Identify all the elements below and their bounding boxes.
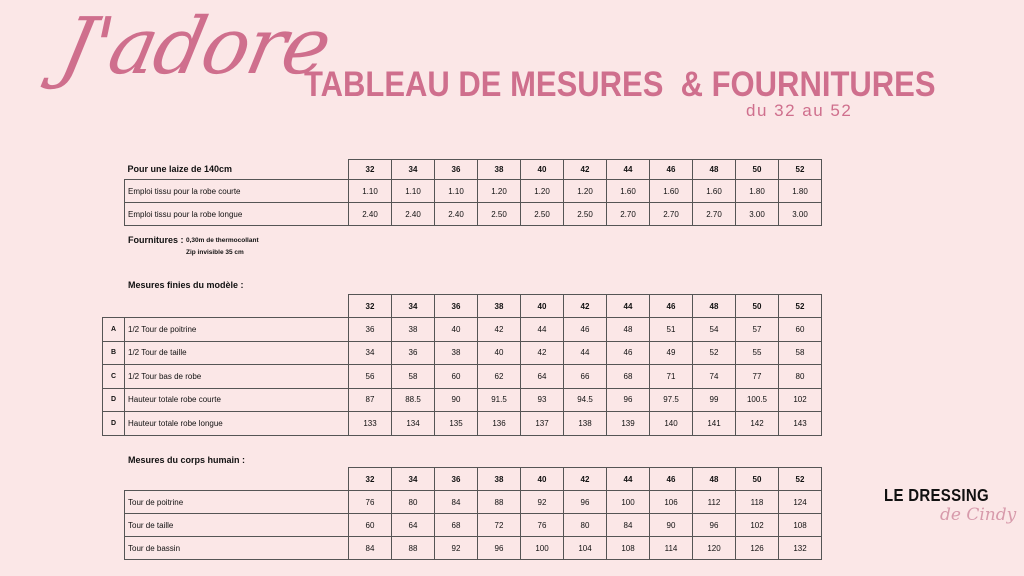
table-cell: 1.10 <box>392 180 435 203</box>
table-cell: 106 <box>650 491 693 514</box>
size-header: 40 <box>521 468 564 491</box>
table-cell: 88.5 <box>392 388 435 412</box>
size-header: 48 <box>693 468 736 491</box>
table-row <box>103 412 822 436</box>
size-header: 40 <box>521 160 564 180</box>
table-cell: 57 <box>736 318 779 342</box>
table-cell: 100 <box>521 537 564 560</box>
size-header: 44 <box>607 160 650 180</box>
row-label: Emploi tissu pour la robe courte <box>125 180 349 203</box>
table-cell: 2.50 <box>564 203 607 226</box>
finished-measurements-title: Mesures finies du modèle : <box>128 280 244 290</box>
table-cell: 114 <box>650 537 693 560</box>
table-cell: 71 <box>650 365 693 389</box>
script-title: J'adore <box>52 2 338 92</box>
row-label: 1/2 Tour bas de robe <box>125 365 349 389</box>
row-label: Emploi tissu pour la robe longue <box>125 203 349 226</box>
table-cell: 104 <box>564 537 607 560</box>
table-cell: 124 <box>779 491 822 514</box>
table-cell: 2.40 <box>349 203 392 226</box>
table-cell: 80 <box>564 514 607 537</box>
table-cell: 90 <box>435 388 478 412</box>
size-header: 44 <box>607 468 650 491</box>
table-cell: 2.70 <box>607 203 650 226</box>
table-cell: 2.50 <box>478 203 521 226</box>
table-cell: 54 <box>693 318 736 342</box>
table-cell: 102 <box>779 388 822 412</box>
table-cell: 120 <box>693 537 736 560</box>
size-header: 48 <box>693 295 736 318</box>
table-cell: 84 <box>607 514 650 537</box>
table-cell: 3.00 <box>779 203 822 226</box>
table-cell: 135 <box>435 412 478 436</box>
row-letter: A <box>103 318 125 342</box>
page-title: TABLEAU DE MESURES & FOURNITURES <box>304 64 936 105</box>
table-cell: 77 <box>736 365 779 389</box>
row-label: Tour de poitrine <box>125 491 349 514</box>
table-cell: 108 <box>779 514 822 537</box>
size-header: 32 <box>349 295 392 318</box>
table-cell: 3.00 <box>736 203 779 226</box>
table-cell: 142 <box>736 412 779 436</box>
table-cell: 90 <box>650 514 693 537</box>
table-cell: 143 <box>779 412 822 436</box>
table-cell: 40 <box>435 318 478 342</box>
table-cell: 76 <box>521 514 564 537</box>
size-header: 50 <box>736 160 779 180</box>
table-cell: 64 <box>521 365 564 389</box>
table-cell: 2.70 <box>693 203 736 226</box>
table-cell: 60 <box>779 318 822 342</box>
table-cell: 34 <box>349 341 392 365</box>
table-cell: 1.10 <box>435 180 478 203</box>
row-label: Tour de taille <box>125 514 349 537</box>
size-header: 44 <box>607 295 650 318</box>
table-cell: 38 <box>392 318 435 342</box>
fournitures-label: Fournitures : <box>128 235 184 245</box>
row-label: Hauteur totale robe longue <box>125 412 349 436</box>
table-cell: 133 <box>349 412 392 436</box>
table-cell: 102 <box>736 514 779 537</box>
table-row <box>125 180 822 203</box>
table-cell: 84 <box>349 537 392 560</box>
table-cell: 138 <box>564 412 607 436</box>
table-cell: 136 <box>478 412 521 436</box>
table-cell: 92 <box>521 491 564 514</box>
table-row <box>103 388 822 412</box>
body-measurements-title: Mesures du corps humain : <box>128 455 246 465</box>
table-cell: 132 <box>779 537 822 560</box>
size-header: 42 <box>564 295 607 318</box>
table-cell: 88 <box>392 537 435 560</box>
table-row <box>125 514 822 537</box>
table-cell: 96 <box>693 514 736 537</box>
table-row <box>103 318 822 342</box>
table-cell: 51 <box>650 318 693 342</box>
size-header: 48 <box>693 160 736 180</box>
size-header: 36 <box>435 468 478 491</box>
table-cell: 64 <box>392 514 435 537</box>
table-cell: 108 <box>607 537 650 560</box>
fourniture-item: 0,30m de thermocollant <box>186 237 259 244</box>
size-header: 32 <box>349 160 392 180</box>
table-cell: 62 <box>478 365 521 389</box>
size-header: 38 <box>478 468 521 491</box>
table-cell: 74 <box>693 365 736 389</box>
table-row <box>125 203 822 226</box>
size-header: 36 <box>435 295 478 318</box>
size-header: 46 <box>650 160 693 180</box>
size-header: 42 <box>564 160 607 180</box>
table-cell: 88 <box>478 491 521 514</box>
table-cell: 60 <box>349 514 392 537</box>
table-cell: 96 <box>607 388 650 412</box>
table-cell: 96 <box>478 537 521 560</box>
size-header: 40 <box>521 295 564 318</box>
table-cell: 40 <box>478 341 521 365</box>
size-header: 34 <box>392 160 435 180</box>
table-cell: 87 <box>349 388 392 412</box>
size-header: 52 <box>779 468 822 491</box>
table-cell: 1.20 <box>478 180 521 203</box>
table-cell: 140 <box>650 412 693 436</box>
row-label: Hauteur totale robe courte <box>125 388 349 412</box>
table-cell: 1.20 <box>564 180 607 203</box>
table-cell: 55 <box>736 341 779 365</box>
table-cell: 80 <box>392 491 435 514</box>
table-cell: 97.5 <box>650 388 693 412</box>
table-cell: 94.5 <box>564 388 607 412</box>
row-label: 1/2 Tour de taille <box>125 341 349 365</box>
row-label: Tour de bassin <box>125 537 349 560</box>
table-cell: 68 <box>435 514 478 537</box>
table-cell: 2.40 <box>392 203 435 226</box>
table-cell: 36 <box>349 318 392 342</box>
table-cell: 118 <box>736 491 779 514</box>
table-cell: 1.80 <box>736 180 779 203</box>
table-cell: 1.80 <box>779 180 822 203</box>
table-cell: 46 <box>564 318 607 342</box>
size-header: 42 <box>564 468 607 491</box>
table-cell: 100 <box>607 491 650 514</box>
table-cell: 42 <box>478 318 521 342</box>
size-header: 46 <box>650 468 693 491</box>
table-cell: 100.5 <box>736 388 779 412</box>
size-header: 32 <box>349 468 392 491</box>
table-cell: 36 <box>392 341 435 365</box>
table-cell: 91.5 <box>478 388 521 412</box>
row-label: 1/2 Tour de poitrine <box>125 318 349 342</box>
size-range-subtitle: du 32 au 52 <box>746 101 853 120</box>
table-cell: 72 <box>478 514 521 537</box>
table-cell: 126 <box>736 537 779 560</box>
size-header: 52 <box>779 295 822 318</box>
table-cell: 58 <box>779 341 822 365</box>
size-header: 34 <box>392 295 435 318</box>
table-cell: 48 <box>607 318 650 342</box>
table-cell: 44 <box>521 318 564 342</box>
row-letter: C <box>103 365 125 389</box>
table-cell: 42 <box>521 341 564 365</box>
size-header: 36 <box>435 160 478 180</box>
table-cell: 52 <box>693 341 736 365</box>
row-letter: D <box>103 388 125 412</box>
table-cell: 139 <box>607 412 650 436</box>
table-cell: 134 <box>392 412 435 436</box>
table-cell: 38 <box>435 341 478 365</box>
fabric-header-label: Pour une laize de 140cm <box>125 160 349 180</box>
table-cell: 66 <box>564 365 607 389</box>
table-cell: 141 <box>693 412 736 436</box>
table-cell: 1.20 <box>521 180 564 203</box>
table-cell: 44 <box>564 341 607 365</box>
table-cell: 1.60 <box>607 180 650 203</box>
table-cell: 56 <box>349 365 392 389</box>
table-cell: 112 <box>693 491 736 514</box>
table-cell: 49 <box>650 341 693 365</box>
table-row <box>125 491 822 514</box>
size-header: 38 <box>478 160 521 180</box>
table-cell: 58 <box>392 365 435 389</box>
size-header: 34 <box>392 468 435 491</box>
row-letter: B <box>103 341 125 365</box>
table-row <box>103 365 822 389</box>
table-cell: 84 <box>435 491 478 514</box>
fourniture-item: Zip invisible 35 cm <box>186 249 244 256</box>
table-cell: 2.40 <box>435 203 478 226</box>
table-cell: 80 <box>779 365 822 389</box>
table-cell: 60 <box>435 365 478 389</box>
table-cell: 46 <box>607 341 650 365</box>
table-cell: 1.60 <box>650 180 693 203</box>
table-cell: 1.10 <box>349 180 392 203</box>
table-cell: 99 <box>693 388 736 412</box>
table-cell: 68 <box>607 365 650 389</box>
size-header: 50 <box>736 468 779 491</box>
table-row <box>125 537 822 560</box>
brand-logo-script: de Cindy <box>940 505 1017 525</box>
finished-measurements-table <box>102 294 822 436</box>
table-row <box>103 341 822 365</box>
table-cell: 96 <box>564 491 607 514</box>
size-header: 46 <box>650 295 693 318</box>
size-header: 50 <box>736 295 779 318</box>
size-header: 52 <box>779 160 822 180</box>
row-letter: D <box>103 412 125 436</box>
table-cell: 1.60 <box>693 180 736 203</box>
table-cell: 2.70 <box>650 203 693 226</box>
body-measurements-table <box>124 467 822 560</box>
table-cell: 76 <box>349 491 392 514</box>
brand-logo-text: LE DRESSING <box>884 486 989 506</box>
table-cell: 2.50 <box>521 203 564 226</box>
size-header: 38 <box>478 295 521 318</box>
fabric-usage-table <box>124 159 822 226</box>
table-cell: 137 <box>521 412 564 436</box>
table-cell: 92 <box>435 537 478 560</box>
table-cell: 93 <box>521 388 564 412</box>
